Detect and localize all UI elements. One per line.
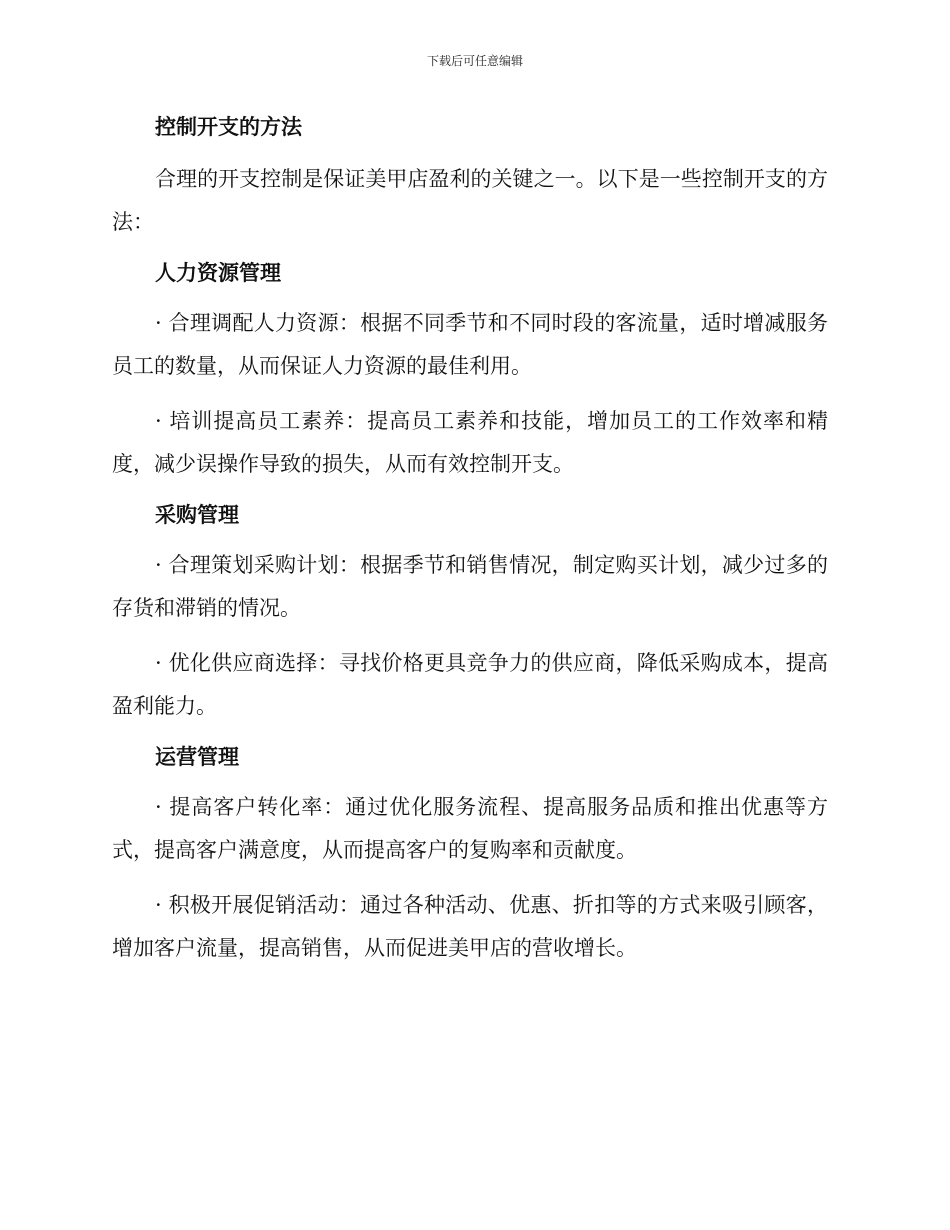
list-item: · 合理调配人力资源：根据不同季节和不同时段的客流量，适时增减服务员工的数量，从而保证人力资源的最佳利用。 (112, 311, 828, 378)
list-item: · 积极开展促销活动：通过各种活动、优惠、折扣等的方式来吸引顾客，增加客户流量，提高销售，从而促进美甲店的营收增长。 (112, 893, 828, 960)
intro-paragraph: 合理的开支控制是保证美甲店盈利的关键之一。以下是一些控制开支的方法： (112, 167, 828, 234)
list-item: · 提高客户转化率：通过优化服务流程、提高服务品质和推出优惠等方式，提高客户满意度，从而提高客户的复购率和贡献度。 (112, 795, 828, 862)
section-heading-hr: 人力资源管理 (155, 261, 281, 285)
document-body (112, 110, 828, 970)
page-header: 下载后可任意编辑 (426, 54, 523, 68)
document-title: 控制开支的方法 (155, 115, 302, 139)
list-item: · 培训提高员工素养：提高员工素养和技能，增加员工的工作效率和精度，减少误操作导致的损失，从而有效控制开支。 (112, 409, 828, 476)
list-item: · 优化供应商选择：寻找价格更具竞争力的供应商，降低采购成本，提高盈利能力。 (112, 651, 828, 718)
list-item: · 合理策划采购计划：根据季节和销售情况，制定购买计划，减少过多的存货和滞销的情况。 (112, 553, 828, 620)
section-heading-operations: 运营管理 (155, 745, 239, 769)
section-heading-procurement: 采购管理 (155, 503, 239, 527)
